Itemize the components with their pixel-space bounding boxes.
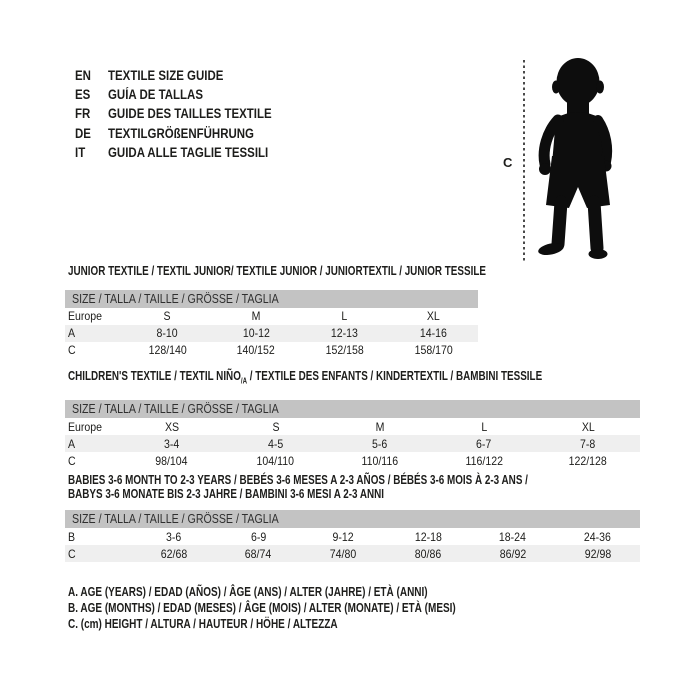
row-label-cell [65,435,120,452]
row-label: C [68,546,76,561]
language-code: FR [75,106,91,122]
value-cell [470,545,555,562]
language-label: GUIDE DES TAILLES TEXTILE [108,106,272,122]
table-row [65,452,640,469]
cell-value: XL [581,419,595,434]
value-cell [470,528,555,545]
cell-value: 152/158 [325,343,364,357]
value-cell [216,545,301,562]
language-code: ES [75,87,91,103]
cell-value: 74/80 [329,546,357,561]
table-title: JUNIOR TEXTILE / TEXTIL JUNIOR/ TEXTILE JUNIOR / JUNIORTEXTIL / JUNIOR TESSILE [68,263,486,278]
cell-value: 3-4 [164,436,180,451]
footnotes [68,585,553,633]
cell-value: 6-7 [476,436,492,451]
cell-value: 116/122 [465,453,503,468]
cell-value: 4-5 [268,436,284,451]
footnote-text: C. (cm) HEIGHT / ALTURA / HAUTEUR / HÖHE / ALTEZZA [68,616,338,631]
cell-value: 7-8 [580,436,596,451]
table-row [65,342,478,359]
value-cell [120,418,224,435]
cell-value: L [480,419,487,434]
cell-value: 24-36 [584,529,612,544]
table-row [65,528,640,545]
cell-value: 92/98 [584,546,611,561]
language-label: GUÍA DE TALLAS [108,87,203,103]
cell-value: L [341,309,348,323]
value-cell [389,308,478,325]
row-label: Europe [68,419,103,434]
value-cell [123,308,212,325]
value-cell [386,528,471,545]
cell-value: 18-24 [499,529,527,544]
language-label: GUIDA ALLE TAGLIE TESSILI [108,144,269,160]
size-header-label: SIZE / TALLA / TAILLE / GRÖSSE / TAGLIA [72,291,279,306]
value-cell [120,435,224,452]
table-row [65,418,640,435]
language-label: TEXTILE SIZE GUIDE [108,68,224,84]
value-cell [131,528,216,545]
value-cell [123,342,212,359]
cell-value: M [251,309,261,323]
value-cell [224,435,328,452]
cell-value: 10-12 [242,326,270,340]
row-label: Europe [68,309,103,323]
cell-value: 68/74 [245,546,272,561]
table-row [65,325,478,342]
cell-value: 8-10 [156,326,178,340]
footnote-text: A. AGE (YEARS) / EDAD (AÑOS) / ÂGE (ANS) / ALTER (JAHRE) / ETÀ (ANNI) [68,585,428,599]
value-cell [328,418,432,435]
junior-textile-table [65,263,486,359]
row-label: A [68,436,76,451]
row-label-cell [65,418,120,435]
value-cell [216,528,301,545]
value-cell [389,325,478,342]
value-cell [432,435,536,452]
size-table-grid [65,510,640,562]
row-label-cell [65,545,131,562]
language-label: TEXTILGRÖßENFÜHRUNG [108,125,254,141]
row-label: C [68,343,76,357]
cell-value: 98/104 [155,453,188,468]
value-cell [536,418,640,435]
value-cell [301,528,386,545]
value-cell [301,545,386,562]
table-title: CHILDREN'S TEXTILE / TEXTIL $NIÑO_{/A}$ / TEXTILE DES ENFANTS / KINDERTEXTIL / BAMBINI TESSILE [68,368,543,386]
size-header-bar [65,290,478,308]
cell-value: 110/116 [361,453,399,468]
value-cell [536,435,640,452]
size-table-grid [65,400,640,469]
row-label: B [68,529,76,544]
cell-value: S [163,309,171,323]
cell-value: 128/140 [148,343,187,357]
row-label-cell [65,308,123,325]
value-cell [432,452,536,469]
language-code: EN [75,68,91,84]
row-label: C [68,453,76,468]
language-code: IT [75,144,86,160]
language-row [75,143,301,162]
value-cell [131,545,216,562]
table-row [65,435,640,452]
subscript-label: /A [240,376,248,386]
childrens-textile-table [65,369,640,469]
row-label-cell [65,452,120,469]
value-cell [432,418,536,435]
row-label-cell [65,342,123,359]
value-cell [386,545,471,562]
footnote-text: B. AGE (MONTHS) / EDAD (MESES) / ÂGE (MOIS) / ALTER (MONATE) / ETÀ (MESI) [68,600,456,615]
language-row [75,66,301,85]
cell-value: 122/128 [568,453,608,468]
size-header-label: SIZE / TALLA / TAILLE / GRÖSSE / TAGLIA [72,402,279,417]
cell-value: S [272,419,280,434]
cell-value: 86/92 [499,546,526,561]
cell-value: 14-16 [420,326,448,340]
value-cell [328,452,432,469]
size-header-bar [65,400,640,418]
value-cell [212,308,301,325]
cell-value: 9-12 [332,529,354,544]
value-cell [389,342,478,359]
size-header-label: SIZE / TALLA / TAILLE / GRÖSSE / TAGLIA [72,512,279,526]
cell-value: M [375,419,385,434]
value-cell [555,528,640,545]
value-cell [123,325,212,342]
cell-value: 3-6 [165,529,182,544]
baby-silhouette-icon [531,56,627,262]
cell-value: 5-6 [372,436,388,451]
cell-value: 62/68 [160,546,187,561]
cell-value: XS [164,419,179,434]
value-cell [120,452,224,469]
footnote-line [68,617,553,633]
footnote-line [68,601,553,617]
language-row [75,85,301,104]
value-cell [224,452,328,469]
value-cell [224,418,328,435]
value-cell [300,325,389,342]
babies-textile-table [65,473,640,562]
value-cell [536,452,640,469]
row-label-cell [65,528,131,545]
language-list [75,66,301,162]
row-label-cell [65,325,123,342]
language-code: DE [75,125,91,141]
table-title: BABYS 3-6 MONATE BIS 2-3 JAHRE / BAMBINI 3-6 MESI A 2-3 ANNI [68,485,385,501]
cell-value: 80/86 [414,546,442,561]
value-cell [212,342,301,359]
row-label: A [68,326,76,340]
value-cell [212,325,301,342]
cell-value: 6-9 [250,529,266,544]
value-cell [328,435,432,452]
table-title: BABIES 3-6 MONTH TO 2-3 YEARS / BEBÉS 3-6 MESES A 2-3 AÑOS / BÉBÉS 3-6 MOIS À 2-3 ANS / [68,472,528,487]
footnote-line [68,585,553,601]
cell-value: 158/170 [414,343,453,357]
cell-value: XL [427,309,441,323]
height-dashed-line [523,60,525,261]
value-cell [300,342,389,359]
language-row [75,124,301,143]
value-cell [300,308,389,325]
cell-value: 12-13 [331,326,359,340]
table-row [65,308,478,325]
size-header-bar [65,510,640,528]
table-row [65,545,640,562]
height-measure-label: C [503,155,513,170]
cell-value: 104/110 [257,453,295,468]
language-row [75,104,301,123]
cell-value: 140/152 [236,343,276,357]
size-table-grid [65,290,478,359]
cell-value: 12-18 [414,529,442,544]
value-cell [555,545,640,562]
